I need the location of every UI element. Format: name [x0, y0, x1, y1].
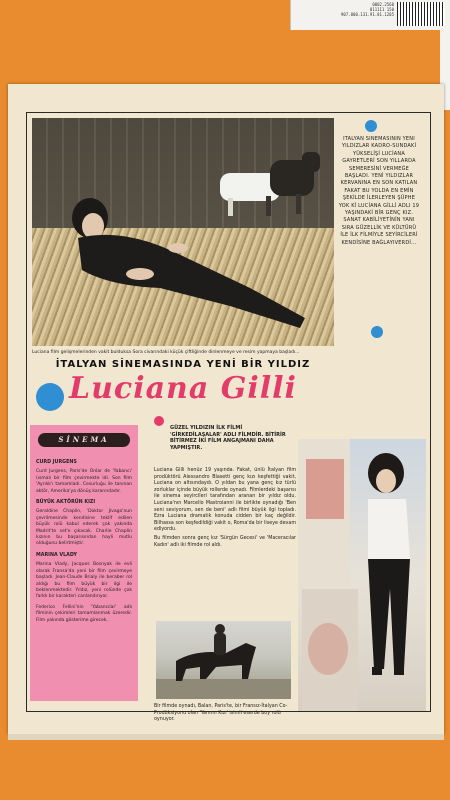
sticker-line: 907.800.131.91.81.1205: [341, 12, 394, 17]
news-text: Federico Fellini'nin 'Yabancılar' adlı filminin çekimleri tamamlanmak üzeredir. Film yakında gösterime girecek.: [36, 604, 132, 623]
sticker-line: 011111 150: [369, 7, 394, 12]
news-text: Curd Jurgens, Paris'de Onlar de 'Yabancı' (ısmalı bir film çevirmekte idi. Son film 'Ayrılık'ı tamamladı. Cesurluğu ile tanınan aktör, Amerika'ya dönüş kararındadır.: [36, 469, 132, 494]
top-photo: [32, 118, 334, 346]
sinema-heading: SİNEMA: [38, 433, 130, 447]
title-blue-dot: [36, 383, 64, 411]
article-title: Luciana Gilli: [69, 371, 297, 406]
horse-photo: [156, 621, 291, 699]
page-bottom-edge: [8, 734, 444, 740]
article-body: [154, 468, 296, 551]
side-intro-text: İTALYAN SİNEMASININ YENİ YILDIZLAR KADRO-SUNDAKİ YÜKSELİŞİ LUCİANA GAYRETLERİ SON YILLARDA SEMERESİNİ VERMEĞE BAŞLADI. YENİ YILDIZLAR KERVANINA EN SON KATILAN FAKAT BU YOLDA EN EMİN ŞEKİLDE İLERLEYEN ŞÜPHE YOK Kİ LUCİANA GİLLİ ADLI 19 YAŞINDAKİ BİR GENÇ KIZ. SANAT KABİLİYETİNİN YANI SIRA GÜZELLİK VE KÜLTÜRÜ İLE İLK FİLMİYLE SEYİRCİLERİ KENDİSİNE BAĞLAYIVERDİ...: [338, 136, 420, 246]
blue-dot: [371, 326, 383, 338]
painting-photo: [298, 439, 426, 711]
article-intro: GÜZEL YILDIZIN İLK FİLMİ 'GİRKEDİLAŞALAR' ADLI FİLMDİR. BİTİRİR BİTİRMEZ İKİ FİLM ANGAJMANI DAHA YAPMIŞTIR.: [170, 425, 286, 451]
magazine-page: [8, 84, 444, 734]
article-paragraph: Luciana Gilli henüz 19 yaşında. Fakat, ünlü İtalyan film prodüktörü Alessandro Blasetti genç kızı keşfettiği vakit, Luciana on altısındaydı. O yıldan bu yana genç kız türlü zorluklar içinde büyük rollerde oynadı. Filmlerdeki başarısı ile sinema seyircileri tarafından aranan bir yıldız oldu. Luciana'nın Marcello Mastroianni ile birlikte oynadığı 'Ben seni seviyorum, sen de beni' adlı filmi büyük ilgi topladı. Ezra Luciana dramatik konuda cidden bir kaç değildir. Bilhassa son keşfedildiği vakit o, Roma'da bir liseye devam ediyordu.: [154, 468, 296, 533]
library-sticker: [290, 0, 450, 30]
horse-caption: [154, 704, 296, 724]
article-paragraph: Bu filmden sonra genç kız 'Sürgün Gecesi' ve 'Maceracılar Kadın' adlı iki filmde rol aldı.: [154, 535, 296, 548]
news-text: Marina Vlady, Jacques Bosnyak ile evli olarak Fransa'da yeni bir film çevirmeye başladı. Jean-Claude Brialy ile beraber rol aldığı bu film büyük bir ilgi ile beklenmektedir. Yıldız, yeni rolünde çok farklı bir karakteri canlandırıyor.: [36, 562, 132, 600]
sticker-text: [341, 2, 394, 17]
sinema-body: [36, 455, 132, 624]
horse-rider-figure: [156, 621, 291, 699]
top-photo-caption: Luciana film gelişmelerinden vakit bulduksa Sora civarındaki küçük çiftliğinde dinlenmeye ve resim yapmaya başladı...: [32, 350, 300, 355]
article-subtitle: İTALYAN SİNEMASINDA YENİ BİR YILDIZ: [55, 359, 311, 370]
news-heading: CURD JURGENS: [36, 460, 77, 465]
intro-pink-dot: [154, 416, 164, 426]
horse-caption-text: Bir filmde oynadı, Balan, Paris'te, bir Fransız-İtalyan Co-Prodüksiyonu olan 'Yarının Kızı' isimli eserde boy rolü oynuyor.: [154, 704, 288, 723]
news-text: Geraldine Chaplin, 'Doktor Jivago'nun çevrilmesinde kendisine teklif edilen büyük rolü kabul ederek çok yakında Madrit'te set'e çıkacak. Charlie Chaplin kızının bu başarısından hayli mutlu olduğunu belirtmiştir.: [36, 509, 132, 547]
sticker-line: 0002.2560: [372, 2, 394, 7]
blue-dot: [365, 120, 377, 132]
news-heading: BÜYÜK AKTÖRÜN KIZI: [36, 500, 96, 506]
sinema-column: [30, 425, 138, 701]
barcode: [397, 2, 445, 26]
news-heading: MARINA VLADY: [36, 552, 77, 558]
painter-woman-figure: [298, 439, 426, 711]
reclining-woman-figure: [50, 178, 310, 338]
